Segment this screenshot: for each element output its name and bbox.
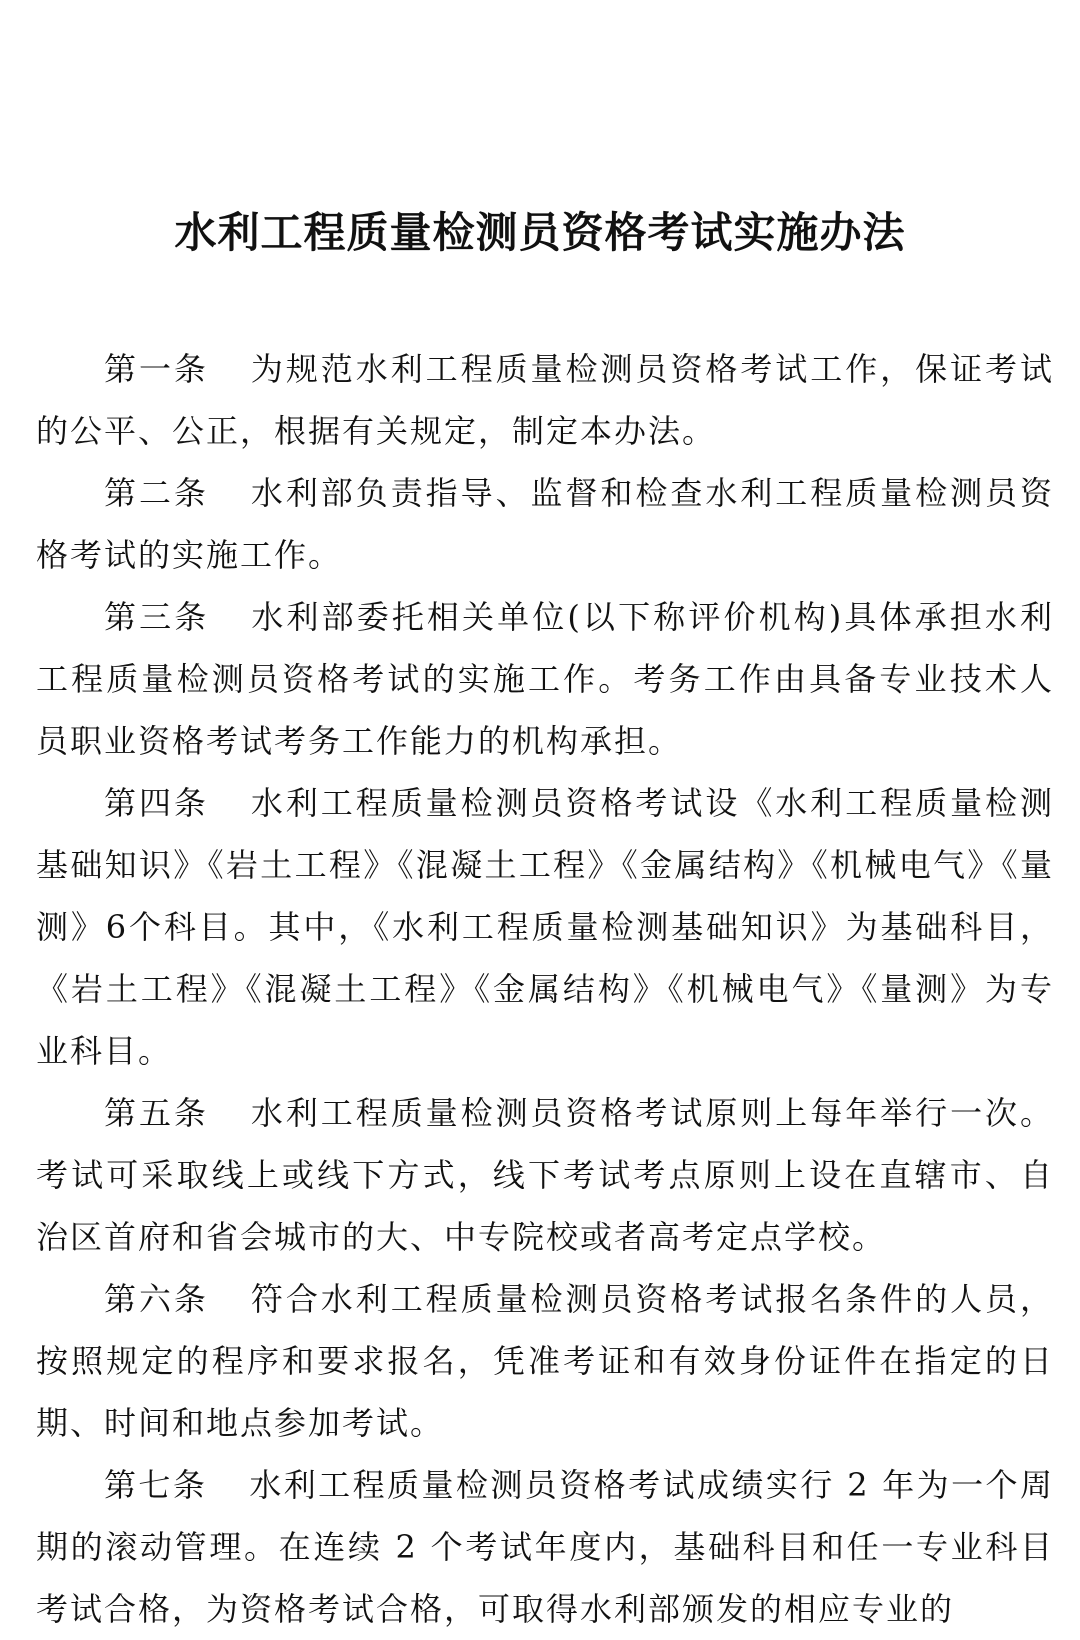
article-7 <box>36 1454 1054 1640</box>
article-number: 第四条 <box>104 784 209 822</box>
article-number: 第六条 <box>104 1280 209 1318</box>
article-number: 第五条 <box>104 1094 209 1132</box>
article-text: 为规范水利工程质量检测员资格考试工作，保证考试的公平、公正，根据有关规定，制定本办法。 <box>36 350 1054 450</box>
article-6 <box>36 1268 1054 1454</box>
article-text: 水利部负责指导、监督和检查水利工程质量检测员资格考试的实施工作。 <box>36 474 1054 574</box>
article-2 <box>36 462 1054 586</box>
article-text: 水利工程质量检测员资格考试原则上每年举行一次。考试可采取线上或线下方式，线下考试考点原则上设在直辖市、自治区首府和省会城市的大、中专院校或者高考定点学校。 <box>36 1094 1054 1256</box>
article-text: 水利工程质量检测员资格考试成绩实行 2 年为一个周期的滚动管理。在连续 2 个考试年度内，基础科目和任一专业科目考试合格，为资格考试合格，可取得水利部颁发的相应专业的 <box>36 1466 1054 1628</box>
article-1 <box>36 338 1054 462</box>
document-title: 水利工程质量检测员资格考试实施办法 <box>174 208 906 257</box>
article-4 <box>36 772 1054 1082</box>
article-number: 第二条 <box>104 474 209 512</box>
article-number: 第一条 <box>104 350 209 388</box>
article-text: 水利部委托相关单位(以下称评价机构)具体承担水利工程质量检测员资格考试的实施工作。考务工作由具备专业技术人员职业资格考试考务工作能力的机构承担。 <box>36 598 1054 760</box>
article-text: 水利工程质量检测员资格考试设《水利工程质量检测基础知识》《岩土工程》《混凝土工程》《金属结构》《机械电气》《量测》6个科目。其中，《水利工程质量检测基础知识》为基础科目，《岩土工程》《混凝土工程》《金属结构》《机械电气》《量测》为专业科目。 <box>36 784 1054 1070</box>
article-number: 第三条 <box>104 598 210 636</box>
article-5 <box>36 1082 1054 1268</box>
document-body <box>36 338 1054 1640</box>
article-text: 符合水利工程质量检测员资格考试报名条件的人员，按照规定的程序和要求报名，凭准考证和有效身份证件在指定的日期、时间和地点参加考试。 <box>36 1280 1054 1442</box>
article-3 <box>36 586 1054 772</box>
article-number: 第七条 <box>104 1466 208 1504</box>
